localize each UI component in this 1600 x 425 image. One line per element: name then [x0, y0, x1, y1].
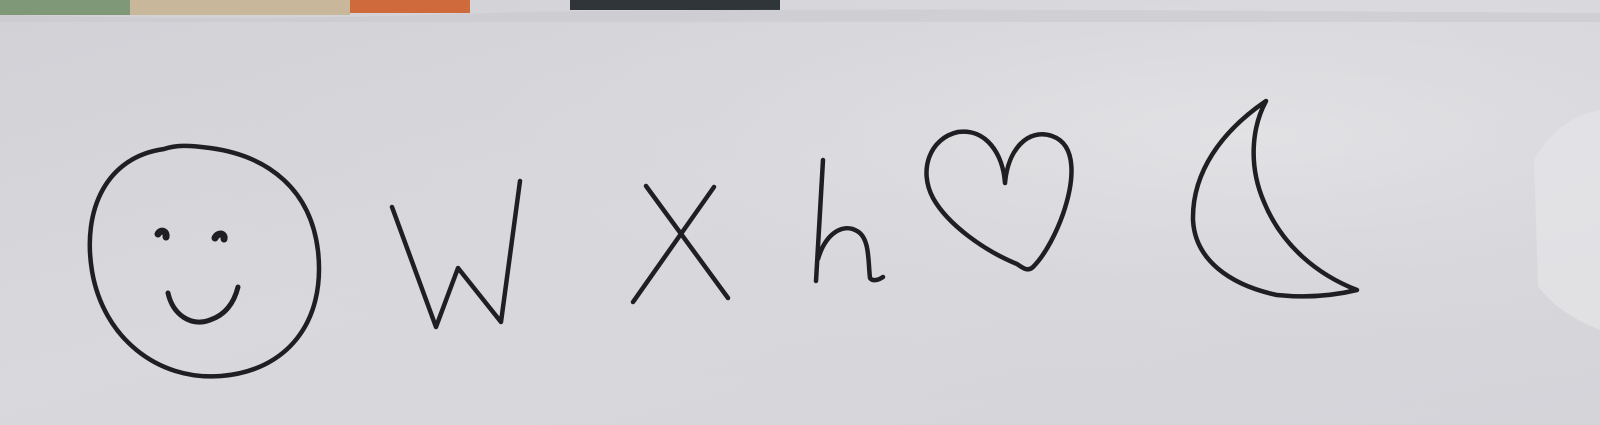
smiley-left-eye [158, 231, 166, 237]
letter-x-left-stroke [646, 186, 728, 298]
smiley-face-outline [90, 146, 319, 377]
heart-drawing [926, 132, 1071, 270]
letter-h-drawing [816, 160, 883, 281]
smiley-mouth [168, 287, 238, 322]
smiley-right-eye [215, 234, 224, 239]
smiley-face-drawing [90, 146, 319, 377]
crescent-moon-drawing [1193, 101, 1357, 296]
letter-x-right-stroke [633, 187, 714, 302]
letter-w-drawing [392, 181, 520, 327]
letter-x-drawing [633, 186, 728, 302]
